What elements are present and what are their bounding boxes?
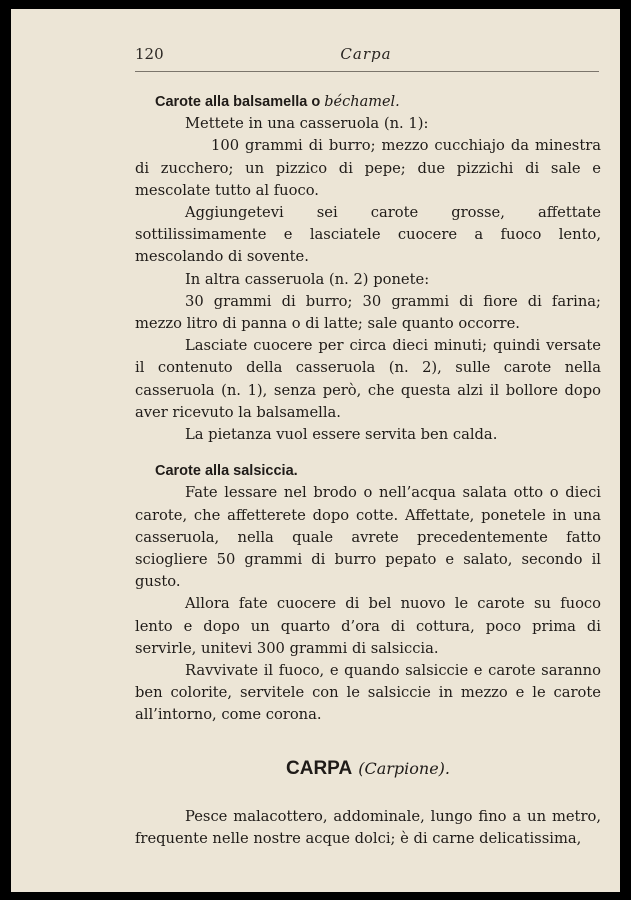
section-heading-carpa: CARPA (Carpione). <box>286 757 450 779</box>
paragraph: 30 grammi di burro; 30 grammi di fiore di farina; mezzo litro di panna o di latte; sale quanto occorre. <box>135 292 601 333</box>
header-rule <box>135 71 599 72</box>
paragraph: Allora fate cuocere di bel nuovo le carote su fuoco lento e dopo un quarto d’ora di cottura, poco prima di servirle, unitevi 300 grammi di salsiccia. <box>135 595 601 657</box>
paragraph: In altra casseruola (n. 2) ponete: <box>185 270 430 288</box>
paragraph: Aggiungetevi sei carote grosse, affettate sottilissimamente e lasciatele cuocere a fuoco lento, mescolando di sovente. <box>135 204 601 266</box>
paragraph: Pesce malacottero, addominale, lungo fino a un metro, frequente nelle nostre acque dolci; è di carne delicatissima, <box>135 807 601 848</box>
paragraph: Fate lessare nel brodo o nell’acqua salata otto o dieci carote, che affetterete dopo cotte. Affettate, ponetele in una casseruola, nella quale avrete precedentemente fatto sciogliere 50 grammi di burro pepato e salato, secondo il gusto. <box>135 484 601 591</box>
section-heading-salsiccia: Carote alla salsiccia. <box>155 463 298 480</box>
paragraph: Lasciate cuocere per circa dieci minuti; quindi versate il contenuto della casseruola (n. 2), sulle carote nella casseruola (n. 1), senza però, che questa alzi il bollore dopo aver ricevuto la balsamella. <box>135 337 601 421</box>
paragraph: Ravvivate il fuoco, e quando salsiccie e carote saranno ben colorite, servitele con le salsiccie in mezzo e le carote all’intorno, come corona. <box>135 662 601 724</box>
paragraph: La pietanza vuol essere servita ben calda. <box>185 426 498 444</box>
paragraph: Mettete in una casseruola (n. 1): <box>185 115 429 133</box>
running-head: Carpa <box>340 45 392 63</box>
paragraph: 100 grammi di burro; mezzo cucchiajo da minestra di zucchero; un pizzico di pepe; due pizzichi di sale e mescolate tutto al fuoco. <box>135 137 601 199</box>
section-heading-balsamella: Carote alla balsamella o béchamel. <box>155 94 400 110</box>
page-number: 120 <box>135 45 164 63</box>
page-content <box>135 91 601 850</box>
page-header <box>135 45 597 65</box>
